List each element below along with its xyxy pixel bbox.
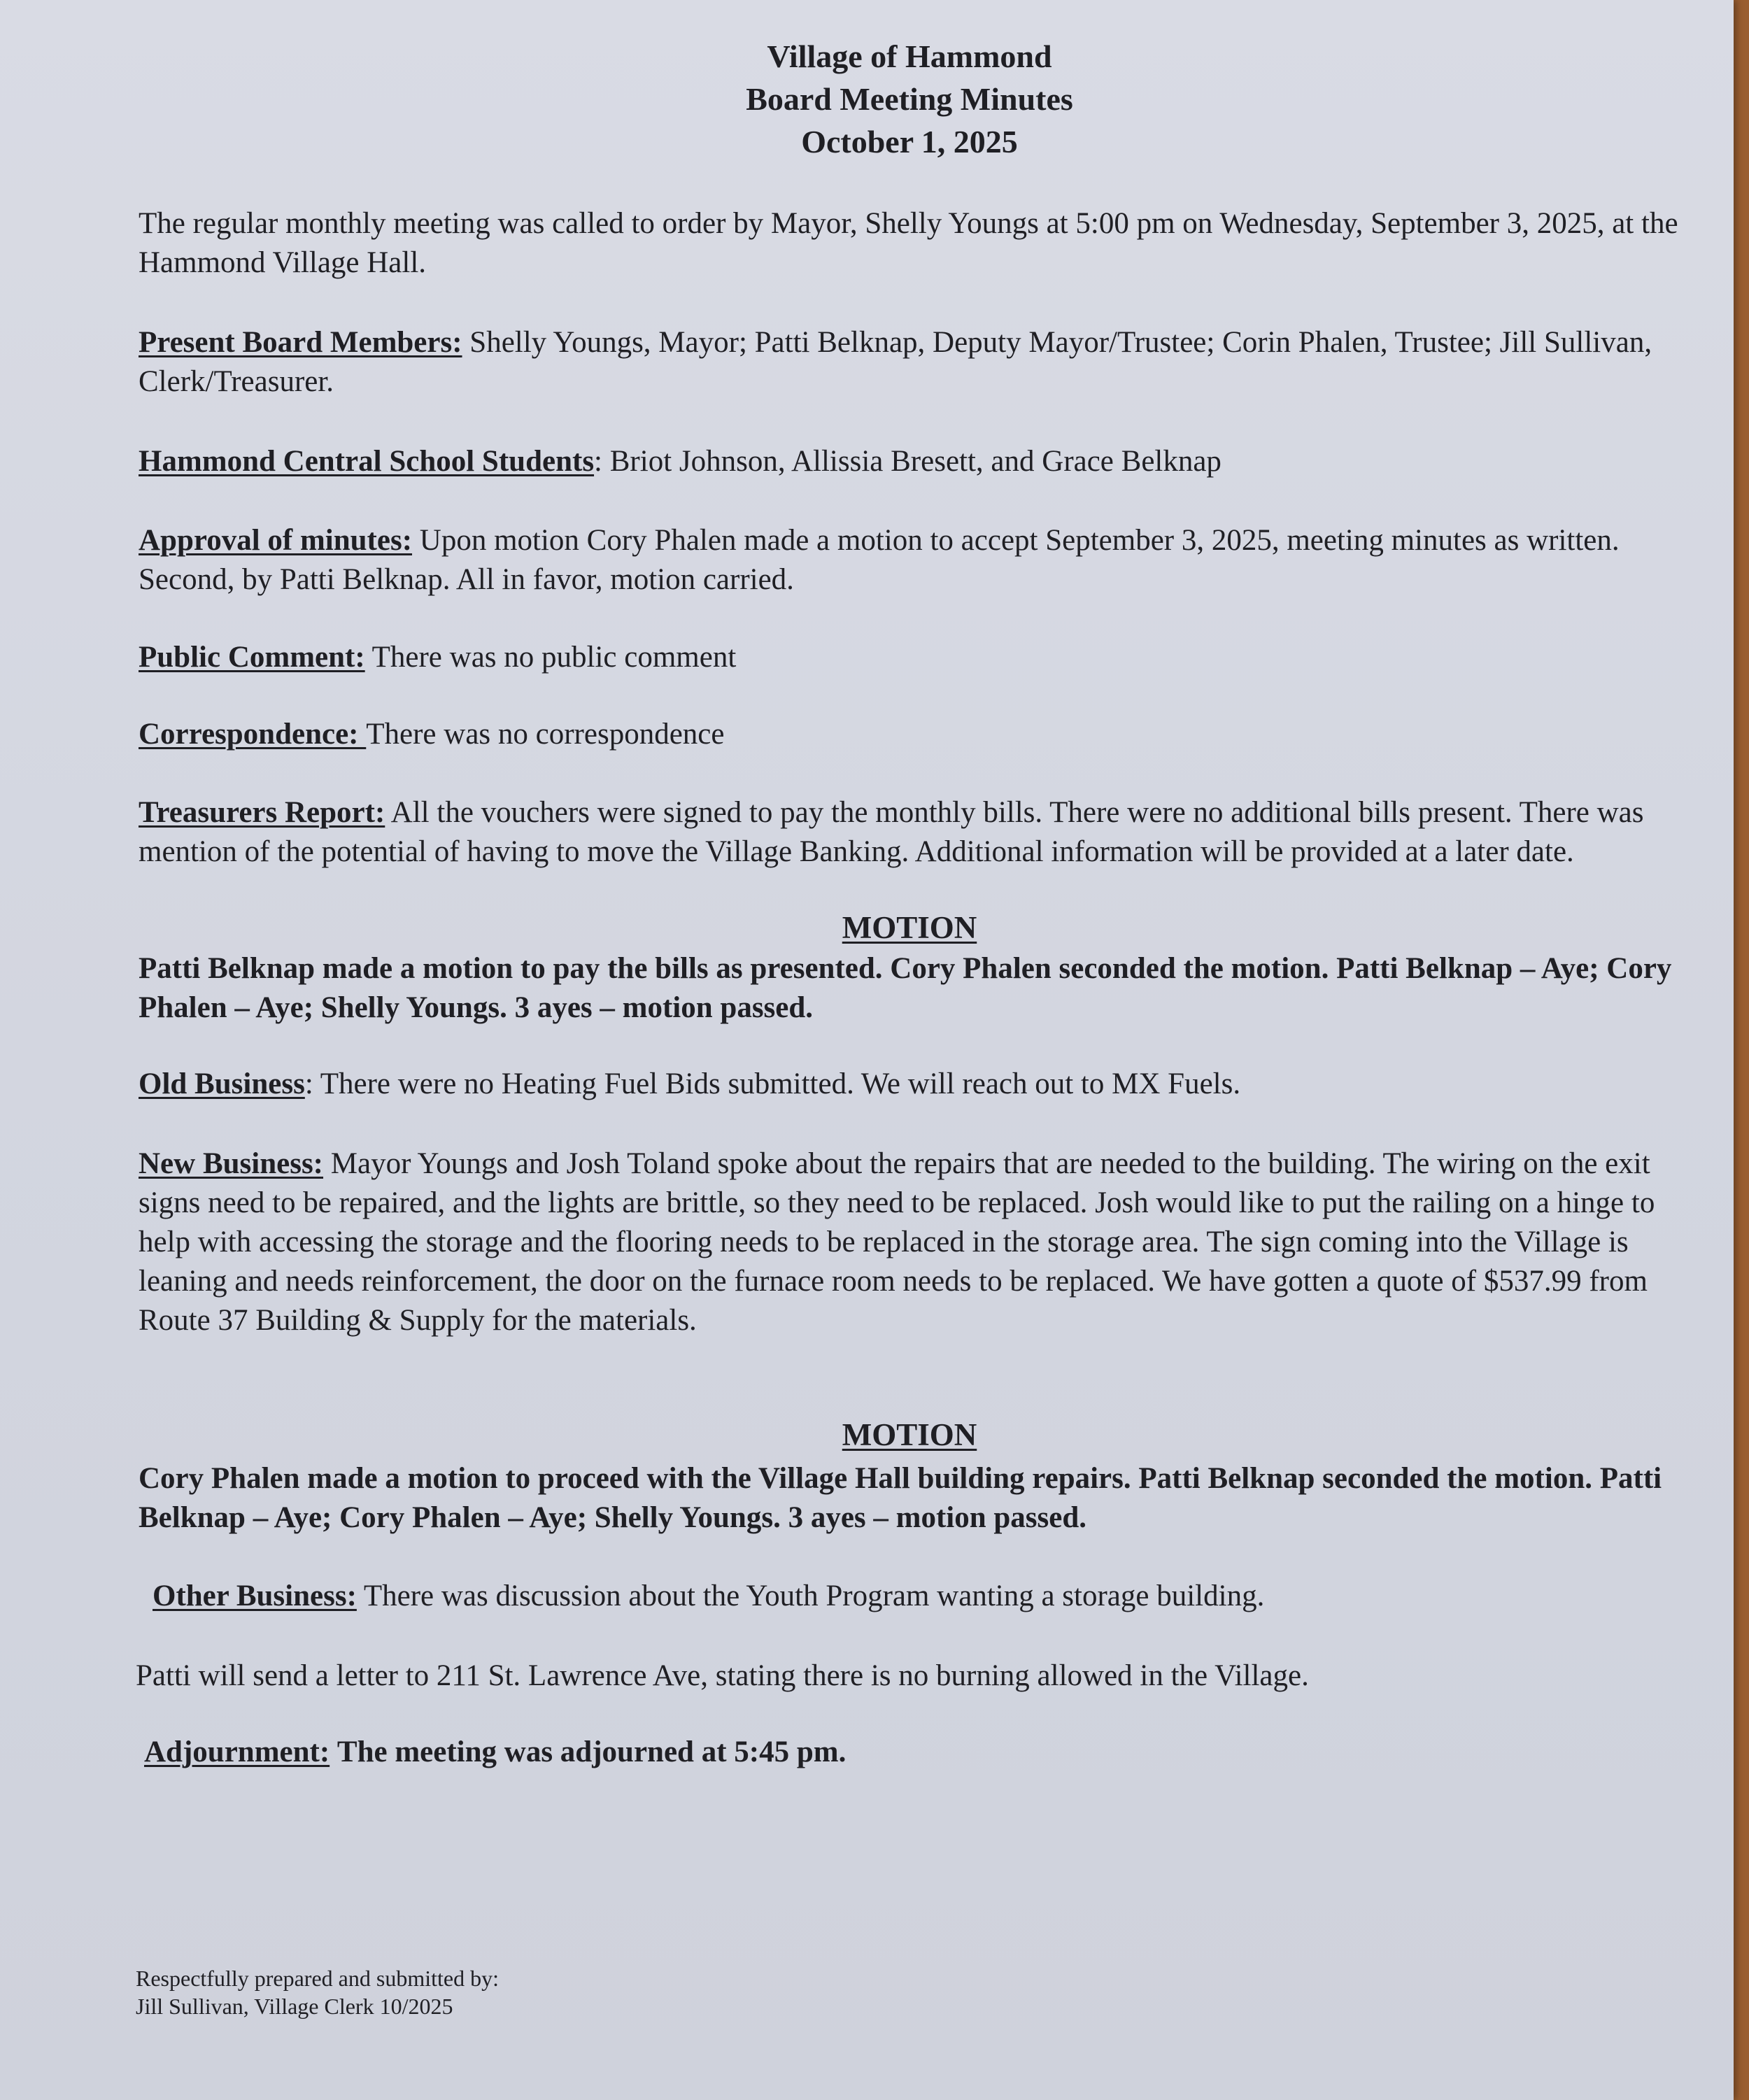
treasurers-report-text: All the vouchers were signed to pay the monthly bills. There were no additional bills present. There was mention of the potential of having to move the Village Banking. Additional information will be provided at a later date. — [139, 796, 1644, 868]
new-business-text: Mayor Youngs and Josh Toland spoke about the repairs that are needed to the building. The wiring on the exit signs need to be repaired, and the lights are brittle, so they need to be replaced. Josh would like to put the railing on a hinge to help with accessing the storage and the flooring needs to be replaced in the storage area. The sign coming into the Village is leaning and needs reinforcement, the door on the furnace room needs to be replaced. We have gotten a quote of $537.99 from Route 37 Building & Supply for the materials. — [139, 1147, 1655, 1337]
motion-heading-2: MOTION — [842, 1417, 977, 1452]
public-comment-text: There was no public comment — [371, 641, 737, 674]
signature-block — [136, 1964, 499, 2020]
footer-clerk: Jill Sullivan, Village Clerk 10/2025 — [136, 1994, 453, 2019]
correspondence-section — [139, 715, 1681, 754]
new-business-label: New Business: — [139, 1147, 324, 1180]
treasurers-report-label: Treasurers Report: — [139, 796, 385, 829]
correspondence-label: Correspondence: — [139, 718, 367, 751]
old-business-section — [139, 1065, 1681, 1104]
present-members-text: Shelly Youngs, Mayor; Patti Belknap, Deputy Mayor/Trustee; Corin Phalen, Trustee; Jill Sullivan, Clerk/Treasurer. — [139, 326, 1652, 398]
public-comment-label: Public Comment: — [139, 641, 365, 674]
new-business-section — [139, 1144, 1681, 1340]
footer-prepared-by: Respectfully prepared and submitted by: — [136, 1966, 499, 1991]
present-members-section — [139, 323, 1681, 402]
treasurers-report-section — [139, 793, 1681, 872]
other-business-text: There was discussion about the Youth Program wanting a storage building. — [363, 1580, 1265, 1612]
adjournment-section — [144, 1733, 1687, 1772]
letter-paragraph: Patti will send a letter to 211 St. Lawrence Ave, stating there is no burning allowed in the Village. — [136, 1659, 1309, 1692]
approval-section — [139, 521, 1681, 600]
students-text: : Briot Johnson, Allissia Bresett, and Grace Belknap — [594, 445, 1222, 478]
motion-heading-1: MOTION — [842, 910, 977, 945]
old-business-text: : There were no Heating Fuel Bids submitted. We will reach out to MX Fuels. — [304, 1067, 1241, 1100]
students-label: Hammond Central School Students — [139, 445, 595, 478]
present-members-label: Present Board Members: — [139, 326, 462, 359]
adjournment-label: Adjournment: — [144, 1736, 330, 1768]
document-header — [0, 35, 1749, 163]
other-business-label: Other Business: — [153, 1580, 357, 1612]
students-section — [139, 442, 1681, 481]
header-date: October 1, 2025 — [801, 124, 1018, 159]
public-comment-section — [139, 638, 1681, 677]
motion-text-2: Cory Phalen made a motion to proceed with the Village Hall building repairs. Patti Belknap seconded the motion. Patti Belknap – Aye; Cory Phalen – Aye; Shelly Youngs. 3 ayes – motion passed. — [139, 1462, 1662, 1534]
correspondence-text: There was no correspondence — [366, 718, 725, 751]
approval-text: Upon motion Cory Phalen made a motion to accept September 3, 2025, meeting minutes as written. Second, by Patti Belknap. All in favor, motion carried. — [139, 524, 1620, 596]
old-business-label: Old Business — [139, 1067, 305, 1100]
other-business-section — [153, 1577, 1695, 1616]
adjournment-text: The meeting was adjourned at 5:45 pm. — [337, 1736, 847, 1768]
motion-text-1: Patti Belknap made a motion to pay the bills as presented. Cory Phalen seconded the motion. Patti Belknap – Aye; Cory Phalen – Aye; Shelly Youngs. 3 ayes – motion passed. — [139, 952, 1672, 1024]
header-village: Village of Hammond — [767, 38, 1052, 74]
approval-label: Approval of minutes: — [139, 524, 413, 557]
header-title: Board Meeting Minutes — [746, 81, 1073, 117]
intro-paragraph: The regular monthly meeting was called to order by Mayor, Shelly Youngs at 5:00 pm on Wednesday, September 3, 2025, at the Hammond Village Hall. — [139, 207, 1678, 279]
